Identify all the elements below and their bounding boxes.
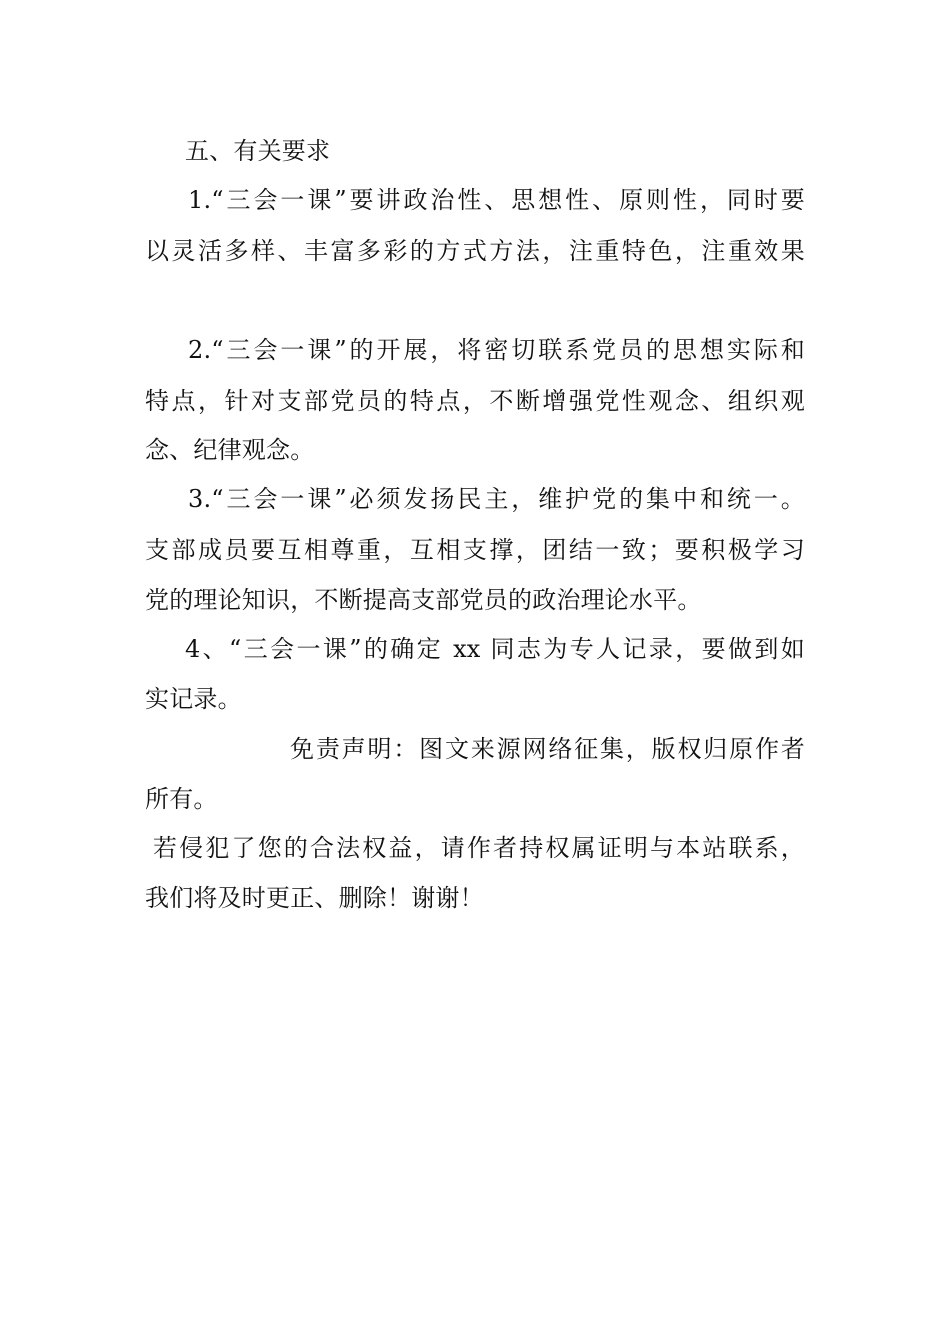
item-4-line-1: 4、“三会一课”的确定 xx 同志为专人记录，要做到如 (185, 635, 805, 663)
item-3-line-1: 3.“三会一课”必须发扬民主，维护党的集中和统一。 (188, 485, 805, 513)
item-3-line-3: 党的理论知识，不断提高支部党员的政治理论水平。 (145, 586, 702, 614)
disclaimer-line-4: 我们将及时更正、删除！谢谢！ (145, 884, 484, 912)
item-2-line-3: 念、纪律观念。 (145, 436, 315, 464)
disclaimer-line-3: 若侵犯了您的合法权益，请作者持权属证明与本站联系， (153, 834, 805, 862)
disclaimer-line-1: 免责声明：图文来源网络征集，版权归原作者 (290, 735, 805, 763)
section-heading: 五、有关要求 (185, 137, 331, 165)
disclaimer-line-2: 所有。 (145, 785, 218, 813)
item-1-line-1: 1.“三会一课”要讲政治性、思想性、原则性，同时要 (188, 186, 805, 214)
item-2-line-1: 2.“三会一课”的开展，将密切联系党员的思想实际和 (188, 336, 805, 364)
item-3-line-2: 支部成员要互相尊重，互相支撑，团结一致；要积极学习 (145, 536, 805, 564)
item-2-line-2: 特点，针对支部党员的特点，不断增强党性观念、组织观 (145, 387, 805, 415)
item-4-line-2: 实记录。 (145, 685, 242, 713)
item-1-line-2: 以灵活多样、丰富多彩的方式方法，注重特色，注重效果 (145, 237, 805, 265)
